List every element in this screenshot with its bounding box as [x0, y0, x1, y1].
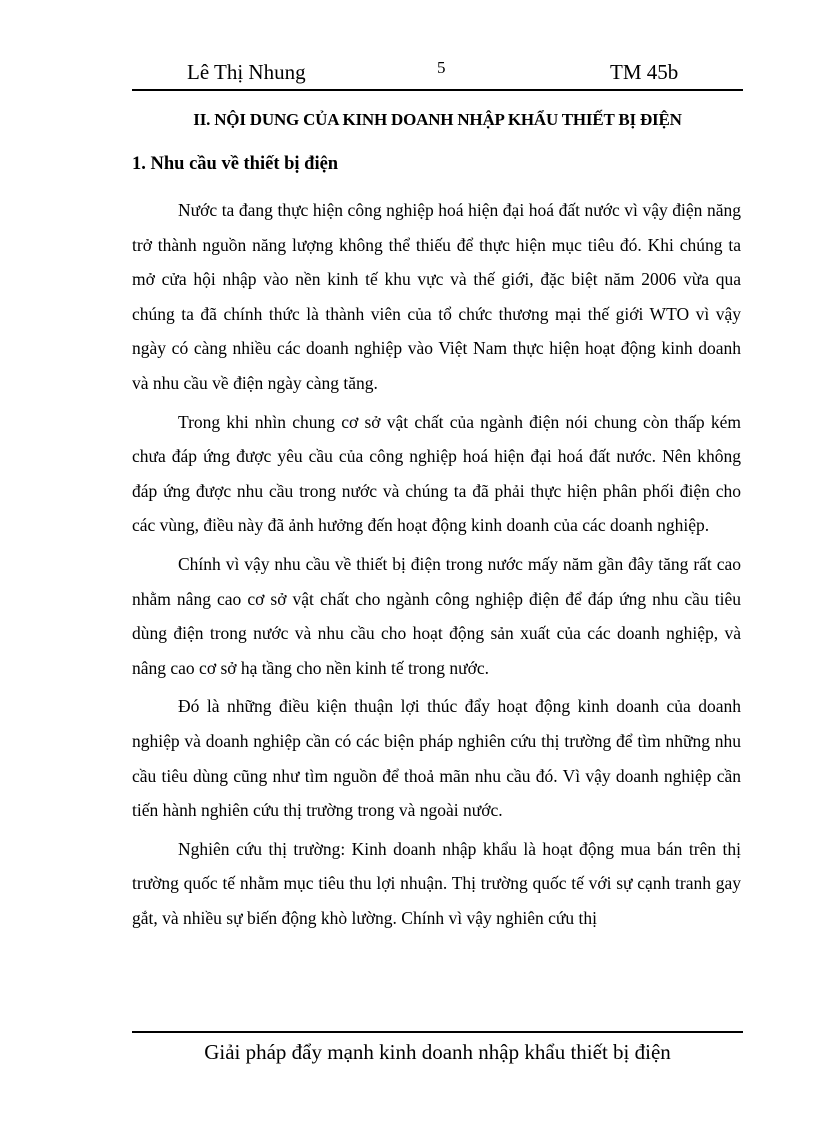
paragraph: Chính vì vậy nhu cầu về thiết bị điện trong nước mấy năm gần đây tăng rất cao nhằm nâng cao cơ sở vật chất cho ngành công nghiệp điện để đáp ứng nhu cầu tiêu dùng điện trong nước và nhu cầu cho hoạt động sản xuất của các doanh nghiệp, và nâng cao cơ sở hạ tầng cho nền kinh tế trong nước. [132, 553, 741, 678]
footer-divider [132, 1031, 743, 1033]
paragraph: Nghiên cứu thị trường: Kinh doanh nhập khẩu là hoạt động mua bán trên thị trường quốc tế nhằm mục tiêu thu lợi nhuận. Thị trường quốc tế với sự cạnh tranh gay gắt, và nhiều sự biến động khò lường. Chính vì vậy nghiên cứu thị [132, 838, 741, 928]
page-header [132, 58, 743, 90]
paragraph: Đó là những điều kiện thuận lợi thúc đẩy hoạt động kinh doanh của doanh nghiệp và doanh nghiệp cần có các biện pháp nghiên cứu thị trường để tìm những nhu cầu tiêu dùng cũng như tìm nguồn để thoả mãn nhu cầu đó. Vì vậy doanh nghiệp cần tiến hành nghiên cứu thị trường trong và ngoài nước. [132, 696, 741, 821]
paragraph: Nước ta đang thực hiện công nghiệp hoá hiện đại hoá đất nước vì vậy điện năng trở thành nguồn năng lượng không thể thiếu để thực hiện mục tiêu đó. Khi chúng ta mở cửa hội nhập vào nền kinh tế khu vực và thế giới, đặc biệt năm 2006 vừa qua chúng ta đã chính thức là thành viên của tổ chức thương mại thế giới WTO vì vậy ngày có càng nhiều các doanh nghiệp vào Việt Nam thực hiện hoạt động kinh doanh và nhu cầu về điện ngày càng tăng. [132, 200, 741, 393]
paragraph: Trong khi nhìn chung cơ sở vật chất của ngành điện nói chung còn thấp kém chưa đáp ứng được yêu cầu của công nghiệp hoá hiện đại hoá đất nước. Nên không đáp ứng được nhu cầu trong nước và chúng ta đã phải thực hiện phân phối điện cho các vùng, điều này đã ảnh hưởng đến hoạt động kinh doanh của các doanh nghiệp. [132, 411, 741, 536]
subsection-title: 1. Nhu cầu về thiết bị điện [132, 154, 339, 174]
body-text [132, 193, 741, 935]
header-divider [132, 89, 743, 91]
header-author: Lê Thị Nhung [187, 60, 306, 84]
section-title: II. NỘI DUNG CỦA KINH DOANH NHẬP KHẨU THIẾT BỊ ĐIỆN [193, 110, 682, 129]
page-number: 5 [437, 58, 446, 77]
header-class-code: TM 45b [610, 60, 679, 84]
footer-title: Giải pháp đẩy mạnh kinh doanh nhập khẩu thiết bị điện [204, 1040, 671, 1064]
